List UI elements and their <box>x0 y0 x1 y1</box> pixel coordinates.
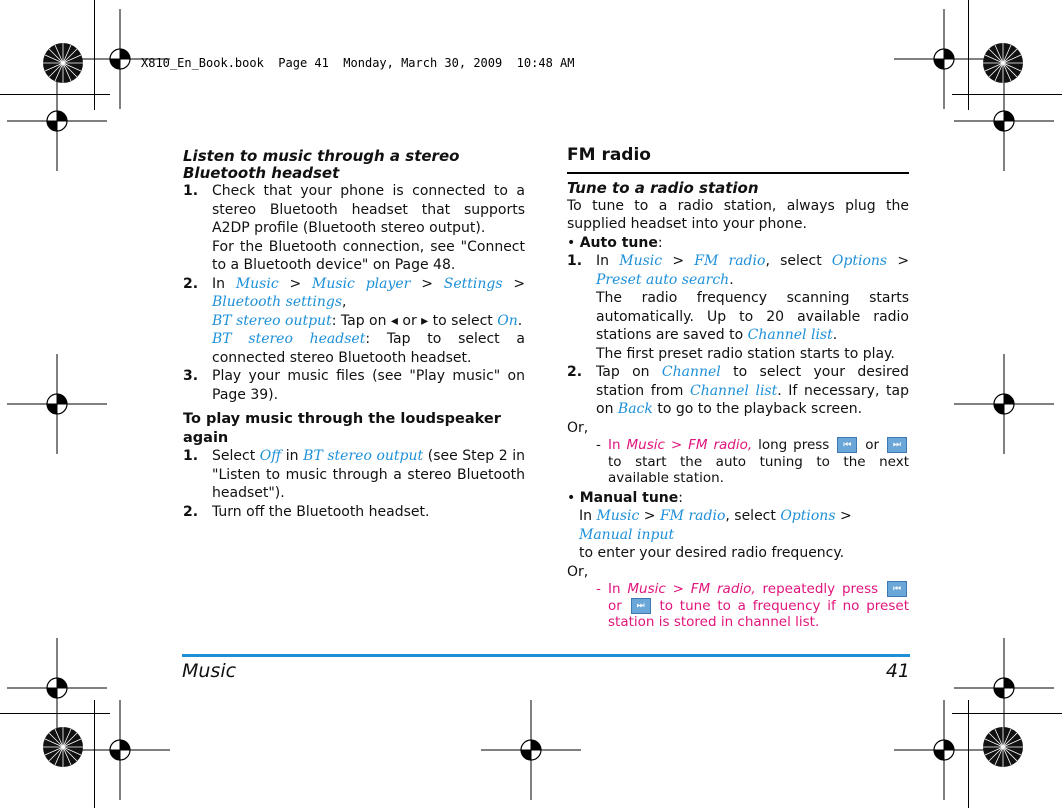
registration-mark <box>70 700 170 800</box>
previous-icon: ⏮ <box>837 437 857 453</box>
left-column <box>183 148 525 521</box>
section-subtitle: Tune to a radio station <box>567 178 759 197</box>
auto-alt-item: - In Music > FM radio, long press ⏮ or ⏭ to start the auto tuning to the next available station. <box>596 437 909 486</box>
loud-step-2: 2. Turn off the Bluetooth headset. <box>183 503 430 520</box>
registration-mark <box>954 354 1054 454</box>
registration-mark <box>894 700 994 800</box>
registration-mark <box>954 638 1054 738</box>
page-title: FM radio <box>567 145 651 165</box>
registration-mark <box>954 71 1054 171</box>
registration-mark <box>7 71 107 171</box>
starburst-mark <box>983 43 1023 83</box>
or-text: Or, <box>567 563 589 580</box>
step-3: 3. Play your music files (see "Play music" on Page 39). <box>183 368 525 403</box>
title-rule <box>567 172 909 174</box>
loudspeaker-heading: To play music through the loudspeaker again <box>183 411 501 446</box>
auto-step-2: 2. Tap on Channel to select your desired station from Channel list. If necessary, tap on Back to go to the playback screen. <box>567 364 910 417</box>
auto-tune-heading: • Auto tune: <box>567 234 663 251</box>
next-icon: ⏭ <box>887 437 907 453</box>
right-column <box>567 146 909 631</box>
manual-tune-heading: • Manual tune: <box>567 489 683 506</box>
registration-mark <box>481 700 581 800</box>
registration-mark <box>7 354 107 454</box>
print-header-stamp: X810_En_Book.book Page 41 Monday, March 30, 2009 10:48 AM <box>141 56 575 70</box>
step-1: 1. Check that your phone is connected to a stereo Bluetooth headset that supports A2DP profile (Bluetooth stereo output). For the Bluetooth connection, see "Connect to a Bluetooth device" on Page 48. <box>183 183 525 273</box>
page-number: 41 <box>885 660 910 682</box>
auto-step-1: 1. In Music > FM radio, select Options > Preset auto search. The radio frequency scanning starts automatically. Up to 20 available radio stations are saved to Channel list. The first preset radio station starts to play. <box>567 253 910 362</box>
footer-section-name: Music <box>182 660 237 682</box>
starburst-mark <box>43 727 83 767</box>
previous-icon: ⏮ <box>887 581 907 597</box>
manual-tune-text: In Music > FM radio, select Options > Manual input to enter your desired radio frequency. <box>579 508 852 561</box>
starburst-mark <box>43 43 83 83</box>
intro-text: To tune to a radio station, always plug the supplied headset into your phone. <box>567 197 909 232</box>
or-text: Or, <box>567 419 589 436</box>
starburst-mark <box>983 727 1023 767</box>
footer-rule <box>182 654 910 657</box>
step-2: 2. In Music > Music player > Settings > Bluetooth settings, BT stereo output: Tap on ◂ or ▸ to select On. BT stereo headset: Tap to select a connected stereo Bluetooth headset. <box>183 275 526 366</box>
next-icon: ⏭ <box>631 598 651 614</box>
registration-mark <box>7 638 107 738</box>
menu-music: Music <box>235 275 279 292</box>
manual-alt-item: - In Music > FM radio, repeatedly press ⏮ or ⏭ to tune to a frequency if no preset station is stored in channel list. <box>596 581 909 630</box>
loud-step-1: 1. Select Off in BT stereo output (see Step 2 in "Listen to music through a stereo Bluetooth headset"). <box>183 448 526 501</box>
section-subtitle: Listen to music through a stereo Bluetooth headset <box>183 147 460 182</box>
registration-mark <box>894 9 994 109</box>
